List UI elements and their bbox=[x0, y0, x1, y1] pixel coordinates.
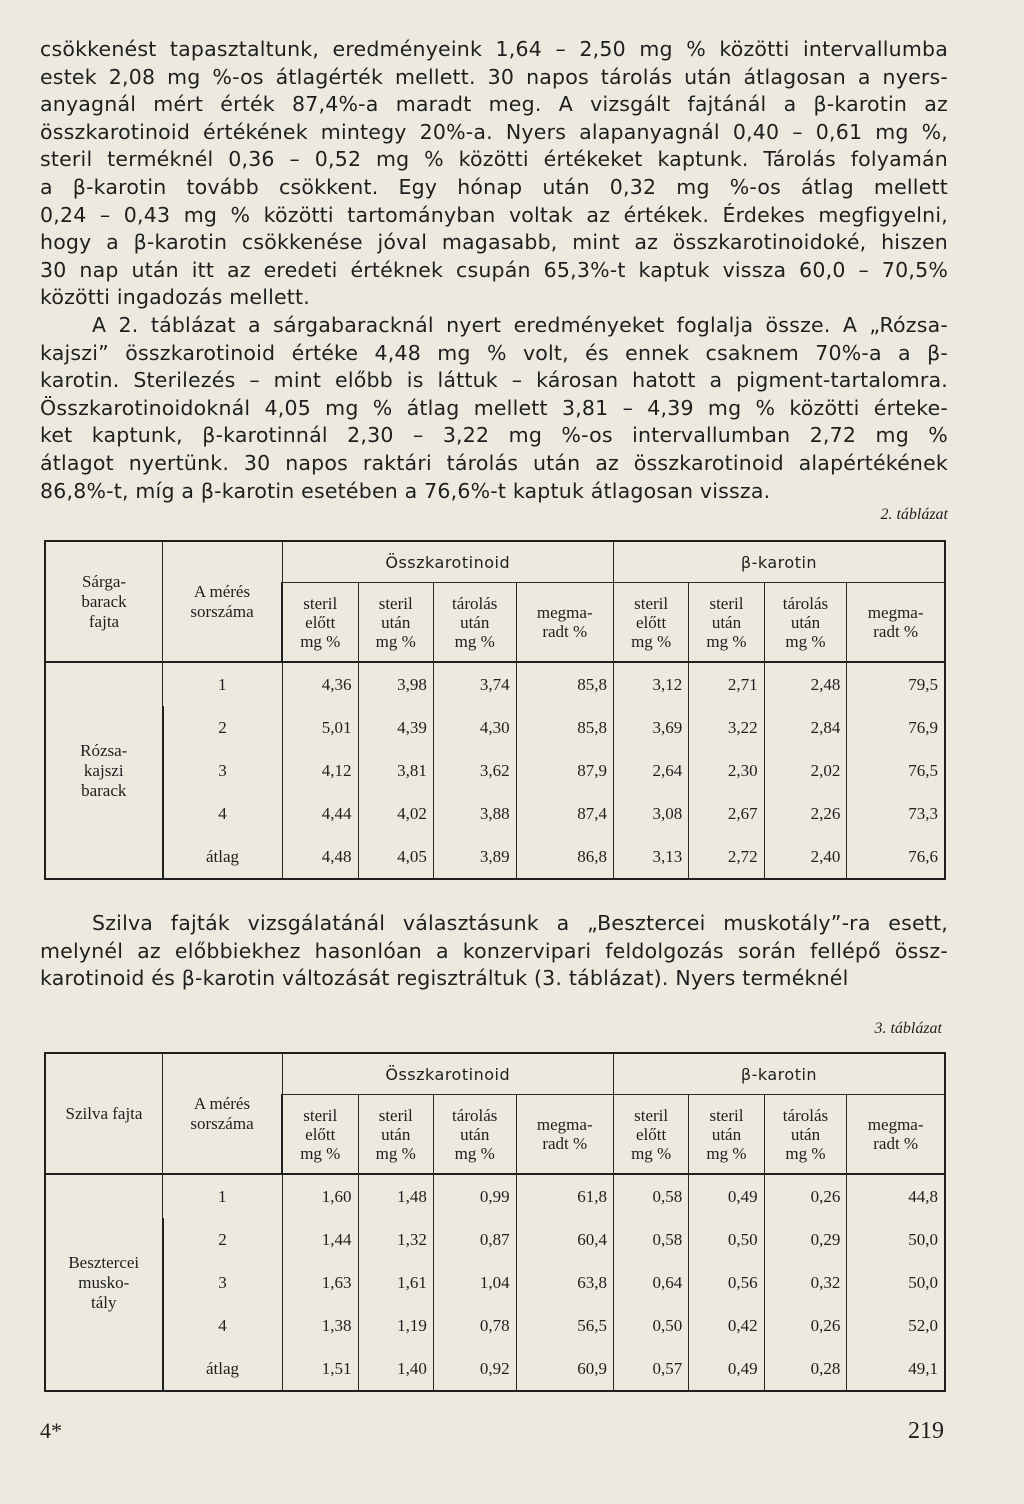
plum-carotenoid-table bbox=[44, 1052, 946, 1392]
table-cell: 79,5 bbox=[847, 662, 945, 706]
variety-column-header: Sárga- barack fajta bbox=[45, 541, 163, 662]
table-cell: 2,71 bbox=[689, 662, 764, 706]
column-header: steril után mg % bbox=[689, 1095, 764, 1175]
table-cell: 3,08 bbox=[613, 792, 688, 835]
apricot-carotenoid-table bbox=[44, 540, 946, 880]
text-line: csökkenést tapasztaltunk, eredményeink 1,64 – 2,50 mg % közötti intervallumba bbox=[40, 37, 948, 61]
table-cell: 3,89 bbox=[433, 835, 516, 879]
table-cell: 4,44 bbox=[282, 792, 358, 835]
table-cell: 0,50 bbox=[613, 1304, 688, 1347]
table-cell: 87,4 bbox=[516, 792, 613, 835]
paragraph-apricot-results bbox=[40, 312, 948, 505]
table-cell: 0,49 bbox=[689, 1347, 764, 1391]
table-cell: 2,64 bbox=[613, 749, 688, 792]
table-cell: 2,84 bbox=[764, 706, 847, 749]
table-cell: 2,72 bbox=[689, 835, 764, 879]
table-row bbox=[45, 1174, 945, 1218]
text-line: 0,24 – 0,43 mg % közötti tartományban voltak az értékek. Érdekes megfigyelni, bbox=[40, 202, 948, 227]
table-cell: 3,12 bbox=[613, 662, 688, 706]
text-line: 30 nap után itt az eredeti értéknek csupán 65,3%-t kaptuk vissza 60,0 – 70,5% bbox=[40, 257, 948, 282]
text-line: 86,8%-t, míg a β-karotin esetében a 76,6%-t kaptuk átlagosan vissza. bbox=[40, 478, 771, 503]
measurement-number: 1 bbox=[163, 1174, 283, 1218]
text-line: a β-karotin tovább csökkent. Egy hónap után 0,32 mg %-os átlag mellett bbox=[40, 174, 948, 199]
variety-name: Rózsa- kajszi barack bbox=[45, 662, 163, 879]
table-cell: 63,8 bbox=[516, 1261, 613, 1304]
table-row bbox=[45, 1218, 945, 1261]
table-cell: 3,69 bbox=[613, 706, 688, 749]
table-cell: 61,8 bbox=[516, 1174, 613, 1218]
table-cell: 2,48 bbox=[764, 662, 847, 706]
text-line: estek 2,08 mg %-os átlagérték mellett. 30 napos tárolás után átlagosan a nyers- bbox=[40, 64, 948, 89]
table-cell: 0,56 bbox=[689, 1261, 764, 1304]
table-cell: 4,30 bbox=[433, 706, 516, 749]
table-cell: 0,58 bbox=[613, 1218, 688, 1261]
table-cell: 1,48 bbox=[358, 1174, 433, 1218]
text-line: kajszi” összkarotinoid értéke 4,48 mg % volt, és ennek csaknem 70%-a a β- bbox=[40, 340, 948, 365]
table-cell: 1,40 bbox=[358, 1347, 433, 1391]
column-header: megma- radt % bbox=[516, 583, 613, 663]
column-header: tárolás után mg % bbox=[764, 1095, 847, 1175]
table-cell: 76,9 bbox=[847, 706, 945, 749]
table-cell: 3,22 bbox=[689, 706, 764, 749]
table-row bbox=[45, 1347, 945, 1391]
table-cell: 1,61 bbox=[358, 1261, 433, 1304]
text-line: hogy a β-karotin csökkenése jóval magasabb, mint az összkarotinoidoké, hiszen bbox=[40, 230, 948, 255]
table-cell: 76,6 bbox=[847, 835, 945, 879]
variety-name: Besztercei musko- tály bbox=[45, 1174, 163, 1391]
table-cell: 0,26 bbox=[764, 1304, 847, 1347]
column-header: tárolás után mg % bbox=[433, 1095, 516, 1175]
table2-caption: 2. táblázat bbox=[880, 506, 948, 523]
table-cell: 0,50 bbox=[689, 1218, 764, 1261]
text-line: melynél az előbbiekhez hasonlóan a konzervipari feldolgozás során fellépő össz- bbox=[40, 938, 948, 963]
measurement-number: 4 bbox=[163, 1304, 283, 1347]
measurement-number: 1 bbox=[163, 662, 283, 706]
table-cell: 0,99 bbox=[433, 1174, 516, 1218]
paragraph-plum-intro bbox=[40, 910, 948, 993]
table-cell: 50,0 bbox=[847, 1218, 945, 1261]
column-header: steril előtt mg % bbox=[282, 583, 358, 663]
text-line: átlagot nyertünk. 30 napos raktári tárolás után az összkarotinoid alapértékének bbox=[40, 450, 948, 475]
table-row bbox=[45, 1261, 945, 1304]
text-line: Szilva fajták vizsgálatánál választásunk a „Besztercei muskotály”-ra esett, bbox=[92, 911, 948, 935]
column-header: megma- radt % bbox=[516, 1095, 613, 1175]
table-cell: 2,02 bbox=[764, 749, 847, 792]
table-cell: 60,9 bbox=[516, 1347, 613, 1391]
measurement-number: átlag bbox=[163, 1347, 283, 1391]
table-row bbox=[45, 835, 945, 879]
table-cell: 1,38 bbox=[282, 1304, 358, 1347]
table-row bbox=[45, 1304, 945, 1347]
table-cell: 2,26 bbox=[764, 792, 847, 835]
measure-column-header: A mérés sorszáma bbox=[163, 541, 283, 662]
table-row bbox=[45, 706, 945, 749]
text-line: ket kaptunk, β-karotinnál 2,30 – 3,22 mg %-os intervallumban 2,72 mg % bbox=[40, 423, 948, 448]
text-line: steril terméknél 0,36 – 0,52 mg % közötti értékeket kaptunk. Tárolás folyamán bbox=[40, 147, 948, 172]
table-cell: 0,26 bbox=[764, 1174, 847, 1218]
table-cell: 3,88 bbox=[433, 792, 516, 835]
table-cell: 56,5 bbox=[516, 1304, 613, 1347]
table-cell: 0,29 bbox=[764, 1218, 847, 1261]
text-line: karotin. Sterilezés – mint előbb is láttuk – károsan hatott a pigment-tartalomra. bbox=[40, 368, 948, 393]
table-cell: 1,32 bbox=[358, 1218, 433, 1261]
table-cell: 0,92 bbox=[433, 1347, 516, 1391]
measurement-number: 3 bbox=[163, 749, 283, 792]
table-row bbox=[45, 662, 945, 706]
measurement-number: 4 bbox=[163, 792, 283, 835]
text-line: anyagnál mért érték 87,4%-a maradt meg. A vizsgált fajtánál a β-karotin az bbox=[40, 92, 948, 117]
table-cell: 86,8 bbox=[516, 835, 613, 879]
table3-caption: 3. táblázat bbox=[874, 1020, 942, 1037]
table-cell: 0,32 bbox=[764, 1261, 847, 1304]
table-cell: 85,8 bbox=[516, 662, 613, 706]
measurement-number: 2 bbox=[163, 706, 283, 749]
measurement-number: 3 bbox=[163, 1261, 283, 1304]
table-cell: 1,60 bbox=[282, 1174, 358, 1218]
table-cell: 49,1 bbox=[847, 1347, 945, 1391]
text-line: közötti ingadozás mellett. bbox=[40, 285, 310, 310]
table-cell: 3,98 bbox=[358, 662, 433, 706]
table-row bbox=[45, 749, 945, 792]
beta-carotene-group-header: β-karotin bbox=[613, 1053, 945, 1095]
column-header: tárolás után mg % bbox=[764, 583, 847, 663]
page-number: 219 bbox=[908, 1418, 944, 1444]
table-cell: 2,30 bbox=[689, 749, 764, 792]
table-cell: 0,28 bbox=[764, 1347, 847, 1391]
column-header: steril előtt mg % bbox=[282, 1095, 358, 1175]
measurement-number: átlag bbox=[163, 835, 283, 879]
column-header: steril után mg % bbox=[689, 583, 764, 663]
table-cell: 73,3 bbox=[847, 792, 945, 835]
table-cell: 1,63 bbox=[282, 1261, 358, 1304]
variety-column-header: Szilva fajta bbox=[45, 1053, 163, 1174]
column-header: steril után mg % bbox=[358, 1095, 433, 1175]
column-header: steril előtt mg % bbox=[613, 1095, 688, 1175]
signature-mark: 4* bbox=[40, 1418, 62, 1443]
table-cell: 0,42 bbox=[689, 1304, 764, 1347]
table-cell: 0,58 bbox=[613, 1174, 688, 1218]
table-cell: 4,05 bbox=[358, 835, 433, 879]
table-cell: 1,44 bbox=[282, 1218, 358, 1261]
table-cell: 4,39 bbox=[358, 706, 433, 749]
column-header: steril előtt mg % bbox=[613, 583, 688, 663]
text-line: karotinoid és β-karotin változását regisztráltuk (3. táblázat). Nyers terméknél bbox=[40, 966, 849, 991]
table-cell: 85,8 bbox=[516, 706, 613, 749]
table-cell: 0,78 bbox=[433, 1304, 516, 1347]
beta-carotene-group-header: β-karotin bbox=[613, 541, 945, 583]
table-cell: 60,4 bbox=[516, 1218, 613, 1261]
table-row bbox=[45, 792, 945, 835]
table-cell: 50,0 bbox=[847, 1261, 945, 1304]
text-line: Összkarotinoidoknál 4,05 mg % átlag mellett 3,81 – 4,39 mg % közötti érteke- bbox=[40, 395, 948, 420]
table-cell: 76,5 bbox=[847, 749, 945, 792]
column-header: megma- radt % bbox=[847, 1095, 945, 1175]
table-cell: 52,0 bbox=[847, 1304, 945, 1347]
paragraph-carotenoid-results bbox=[40, 36, 948, 312]
table-cell: 3,74 bbox=[433, 662, 516, 706]
table-cell: 1,51 bbox=[282, 1347, 358, 1391]
total-carotenoid-group-header: Összkarotinoid bbox=[282, 1053, 613, 1095]
table-cell: 4,48 bbox=[282, 835, 358, 879]
table-cell: 5,01 bbox=[282, 706, 358, 749]
table-cell: 4,02 bbox=[358, 792, 433, 835]
text-line: A 2. táblázat a sárgabaracknál nyert eredményeket foglalja össze. A „Rózsa- bbox=[92, 313, 948, 337]
table-cell: 3,62 bbox=[433, 749, 516, 792]
measurement-number: 2 bbox=[163, 1218, 283, 1261]
text-line: összkarotinoid értékének mintegy 20%-a. Nyers alapanyagnál 0,40 – 0,61 mg %, bbox=[40, 119, 948, 144]
table-cell: 1,19 bbox=[358, 1304, 433, 1347]
table-cell: 0,64 bbox=[613, 1261, 688, 1304]
table-cell: 1,04 bbox=[433, 1261, 516, 1304]
column-header: megma- radt % bbox=[847, 583, 945, 663]
column-header: steril után mg % bbox=[358, 583, 433, 663]
table-cell: 2,67 bbox=[689, 792, 764, 835]
table-cell: 3,81 bbox=[358, 749, 433, 792]
table-cell: 0,49 bbox=[689, 1174, 764, 1218]
table-cell: 3,13 bbox=[613, 835, 688, 879]
column-header: tárolás után mg % bbox=[433, 583, 516, 663]
table-cell: 0,57 bbox=[613, 1347, 688, 1391]
total-carotenoid-group-header: Összkarotinoid bbox=[282, 541, 613, 583]
table-cell: 44,8 bbox=[847, 1174, 945, 1218]
table-cell: 0,87 bbox=[433, 1218, 516, 1261]
table-cell: 2,40 bbox=[764, 835, 847, 879]
table-cell: 87,9 bbox=[516, 749, 613, 792]
table-cell: 4,36 bbox=[282, 662, 358, 706]
measure-column-header: A mérés sorszáma bbox=[163, 1053, 283, 1174]
table-cell: 4,12 bbox=[282, 749, 358, 792]
